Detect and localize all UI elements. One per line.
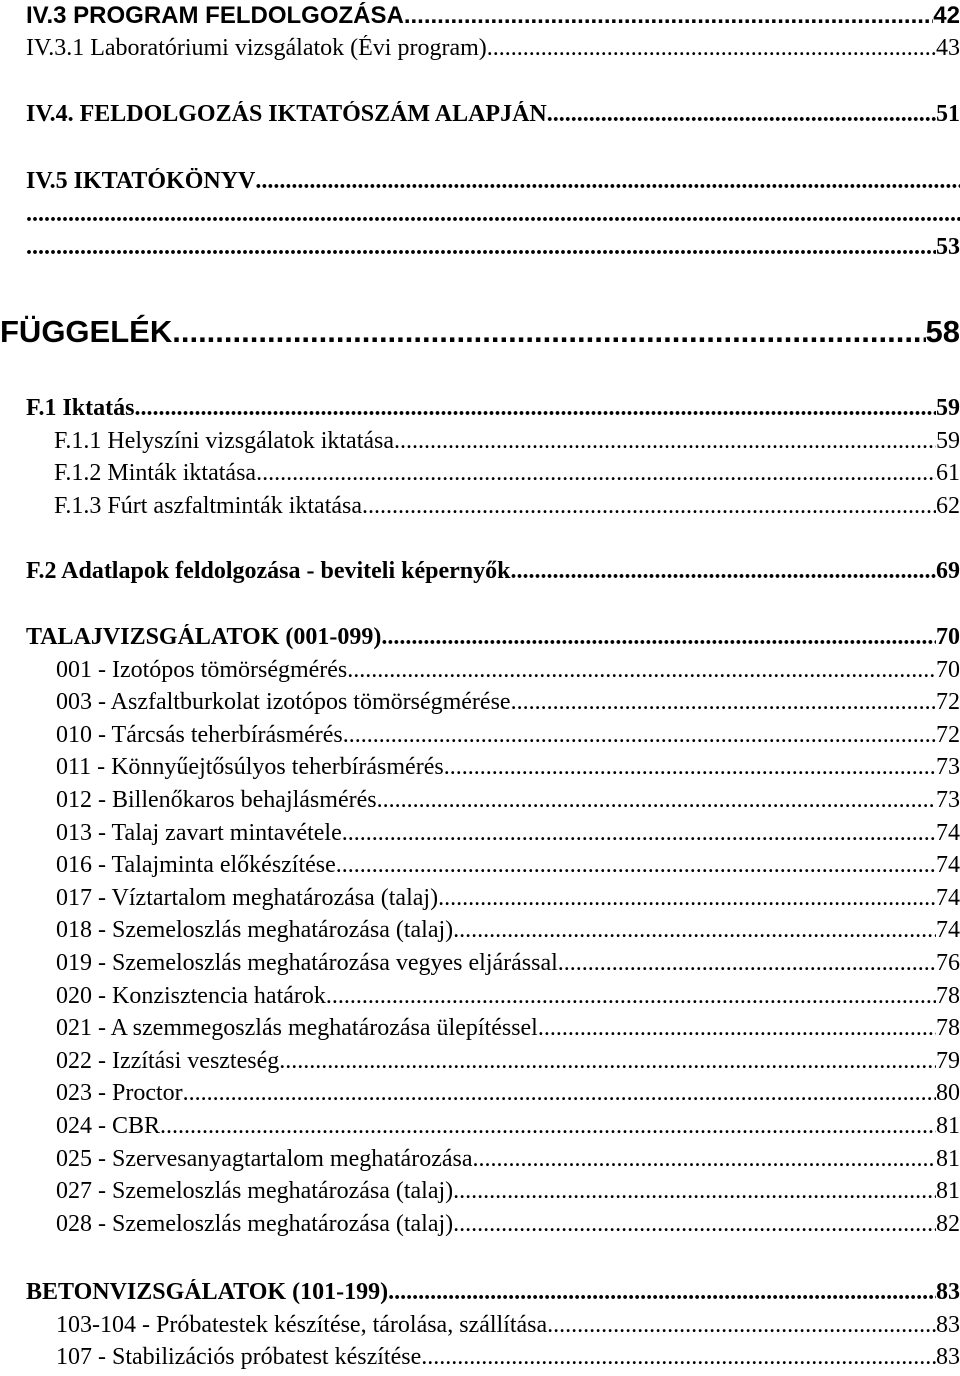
toc-entry-page: 82: [936, 1211, 960, 1237]
toc-entry-page: 81: [936, 1113, 960, 1139]
toc-entry[interactable]: [56, 1080, 960, 1107]
toc-entry-title: F.2 Adatlapok feldolgozása - beviteli képernyők: [26, 558, 511, 584]
dot-leader: [453, 917, 936, 944]
toc-entry-page: 70: [936, 624, 960, 650]
dot-leader: [510, 558, 936, 585]
toc-entry-page: 81: [936, 1178, 960, 1204]
toc-entry-page: 53: [936, 234, 960, 260]
dot-leader: [279, 1048, 936, 1075]
toc-entry-page: 74: [936, 917, 960, 943]
toc-entry-title: 023 - Proctor: [56, 1080, 183, 1106]
toc-entry-title: 017 - Víztartalom meghatározása (talaj): [56, 885, 439, 911]
toc-entry[interactable]: [56, 657, 960, 684]
toc-entry[interactable]: [56, 1211, 960, 1238]
toc-entry[interactable]: [26, 1279, 960, 1306]
toc-entry-title: 103-104 - Próbatestek készítése, tárolása, szállítása: [56, 1312, 548, 1338]
toc-entry-page: 69: [936, 558, 960, 584]
dot-leader: [342, 820, 936, 847]
toc-entry-page: 83: [936, 1279, 960, 1305]
toc-entry-page: 74: [936, 885, 960, 911]
dot-leader: [183, 1080, 936, 1107]
toc-entry-page: 73: [936, 754, 960, 780]
toc-entry[interactable]: [26, 2, 960, 30]
toc-entry-title: FÜGGELÉK: [0, 314, 173, 349]
dot-leader: [26, 201, 960, 228]
dot-leader: [256, 460, 936, 487]
dot-leader: [538, 1015, 936, 1042]
toc-entry-title: 027 - Szemeloszlás meghatározása (talaj): [56, 1178, 454, 1204]
toc-entry-title: 010 - Tárcsás teherbírásmérés: [56, 722, 343, 748]
toc-entry[interactable]: [56, 1113, 960, 1140]
dot-leader: [26, 234, 936, 261]
toc-entry-page: 72: [936, 689, 960, 715]
toc-entry-title: 003 - Aszfaltburkolat izotópos tömörségmérése: [56, 689, 511, 715]
toc-entry[interactable]: [56, 787, 960, 814]
toc-entry[interactable]: [26, 624, 960, 651]
toc-entry-title: 018 - Szemeloszlás meghatározása (talaj): [56, 917, 454, 943]
dot-leader: [255, 168, 960, 195]
toc-entry-continuation: [26, 201, 960, 228]
toc-entry[interactable]: [26, 35, 960, 62]
toc-entry-title: 024 - CBR: [56, 1113, 161, 1139]
toc-entry-title: 011 - Könnyűejtősúlyos teherbírásmérés: [56, 754, 444, 780]
toc-entry-title: 022 - Izzítási veszteség: [56, 1048, 280, 1074]
toc-entry[interactable]: [26, 395, 960, 422]
toc-entry-title: 021 - A szemmegoszlás meghatározása ülepítéssel: [56, 1015, 538, 1041]
toc-entry-page: 78: [936, 1015, 960, 1041]
dot-leader: [160, 1113, 936, 1140]
dot-leader: [453, 1211, 936, 1238]
toc-entry[interactable]: [56, 754, 960, 781]
dot-leader: [347, 657, 936, 684]
dot-leader: [404, 2, 933, 30]
toc-entry-page: 51: [936, 101, 960, 127]
dot-leader: [336, 852, 936, 879]
toc-entry-page: 80: [936, 1080, 960, 1106]
dot-leader: [394, 428, 936, 455]
toc-entry[interactable]: [54, 428, 960, 455]
toc-entry-title: 012 - Billenőkaros behajlásmérés: [56, 787, 377, 813]
toc-entry-page: 59: [936, 428, 960, 454]
dot-leader: [547, 101, 936, 128]
dot-leader: [343, 722, 936, 749]
toc-entry-page: 83: [936, 1344, 960, 1370]
toc-entry-page: 74: [936, 852, 960, 878]
toc-entry[interactable]: [54, 460, 960, 487]
toc-entry-title: IV.4. FELDOLGOZÁS IKTATÓSZÁM ALAPJÁN: [26, 101, 547, 127]
toc-entry-page: 61: [936, 460, 960, 486]
toc-entry[interactable]: [54, 493, 960, 520]
toc-entry-title: 020 - Konzisztencia határok: [56, 983, 326, 1009]
dot-leader: [362, 493, 936, 520]
toc-entry[interactable]: [56, 1178, 960, 1205]
toc-entry-title: 001 - Izotópos tömörségmérés: [56, 657, 348, 683]
toc-entry-page: 72: [936, 722, 960, 748]
dot-leader: [421, 1344, 936, 1371]
dot-leader: [487, 35, 936, 62]
toc-entry-title: 107 - Stabilizációs próbatest készítése: [56, 1344, 422, 1370]
toc-entry-title: 025 - Szervesanyagtartalom meghatározása: [56, 1146, 473, 1172]
toc-entry[interactable]: [0, 314, 960, 350]
toc-entry-page: 74: [936, 820, 960, 846]
toc-entry-page: 62: [936, 493, 960, 519]
dot-leader: [511, 689, 936, 716]
toc-entry[interactable]: [56, 1048, 960, 1075]
toc-entry-page: 76: [936, 950, 960, 976]
dot-leader: [134, 395, 936, 422]
toc-entry[interactable]: [56, 1015, 960, 1042]
toc-entry-title: 016 - Talajminta előkészítése: [56, 852, 336, 878]
toc-entry-title: IV.3 PROGRAM FELDOLGOZÁSA: [26, 2, 404, 29]
dot-leader: [377, 787, 936, 814]
toc-entry[interactable]: [56, 820, 960, 847]
toc-entry-title: TALAJVIZSGÁLATOK (001-099): [26, 624, 382, 650]
toc-entry-title: IV.5 IKTATÓKÖNYV: [26, 168, 256, 194]
toc-entry[interactable]: [56, 983, 960, 1010]
dot-leader: [438, 885, 936, 912]
toc-entry-page: 58: [925, 314, 960, 349]
dot-leader: [558, 950, 936, 977]
toc-entry-page: 59: [936, 395, 960, 421]
toc-entry[interactable]: [56, 885, 960, 912]
dot-leader: [326, 983, 936, 1010]
toc-entry[interactable]: [26, 168, 960, 195]
toc-entry-page: 70: [936, 657, 960, 683]
toc-entry-page: 73: [936, 787, 960, 813]
toc-entry[interactable]: [56, 852, 960, 879]
toc-entry[interactable]: [56, 689, 960, 716]
toc-entry-title: 013 - Talaj zavart mintavétele: [56, 820, 342, 846]
toc-entry-title: F.1.3 Fúrt aszfaltminták iktatása: [54, 493, 363, 519]
toc-entry-title: 028 - Szemeloszlás meghatározása (talaj): [56, 1211, 454, 1237]
dot-leader: [444, 754, 936, 781]
toc-entry[interactable]: [56, 722, 960, 749]
toc-entry[interactable]: [26, 558, 960, 585]
toc-entry-title: 019 - Szemeloszlás meghatározása vegyes eljárással: [56, 950, 558, 976]
dot-leader: [453, 1178, 936, 1205]
toc-entry[interactable]: [26, 101, 960, 128]
toc-entry[interactable]: [56, 1312, 960, 1339]
toc-entry-title: F.1 Iktatás: [26, 395, 135, 421]
toc-entry-page: 81: [936, 1146, 960, 1172]
toc-entry-title: F.1.2 Minták iktatása: [54, 460, 257, 486]
toc-entry-page: 42: [933, 2, 960, 29]
toc-entry-page: 78: [936, 983, 960, 1009]
toc-entry-title: IV.3.1 Laboratóriumi vizsgálatok (Évi program): [26, 35, 487, 61]
toc-entry-page: 79: [936, 1048, 960, 1074]
dot-leader: [388, 1279, 936, 1306]
toc-entry[interactable]: [56, 1146, 960, 1173]
toc-entry-page: 83: [936, 1312, 960, 1338]
dot-leader: [547, 1312, 936, 1339]
toc-entry[interactable]: [56, 1344, 960, 1371]
dot-leader: [472, 1146, 936, 1173]
dot-leader: [172, 314, 925, 350]
dot-leader: [381, 624, 936, 651]
toc-entry-title: BETONVIZSGÁLATOK (101-199): [26, 1279, 389, 1305]
toc-entry-page: 43: [936, 35, 960, 61]
toc-entry[interactable]: [56, 917, 960, 944]
toc-entry[interactable]: [56, 950, 960, 977]
toc-entry-title: F.1.1 Helyszíni vizsgálatok iktatása: [54, 428, 395, 454]
toc-entry-continuation[interactable]: [26, 234, 960, 261]
